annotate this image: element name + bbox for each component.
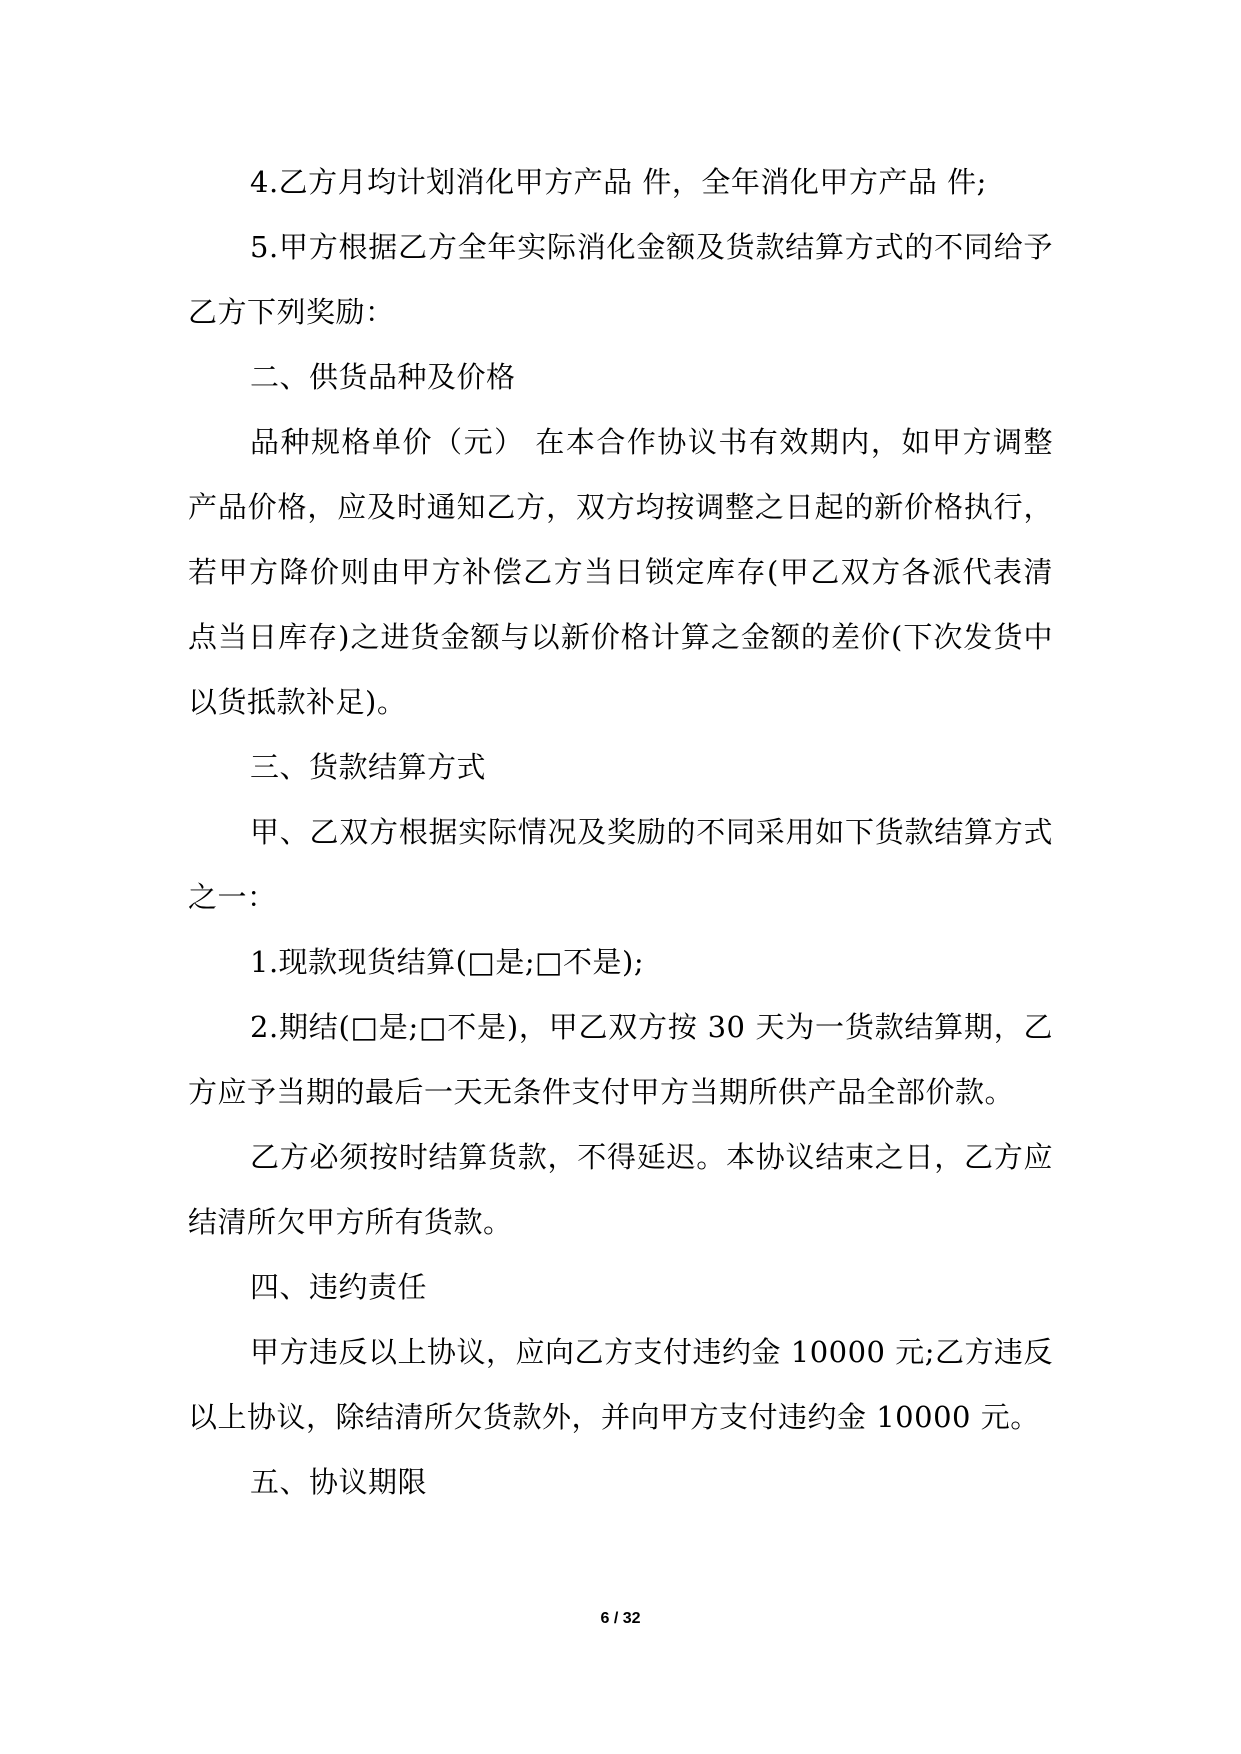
paragraph-price: 品种规格单价（元） 在本合作协议书有效期内，如甲方调整产品价格，应及时通知乙方，双方均按调整之日起的新价格执行，若甲方降价则由甲方补偿乙方当日锁定库存(甲乙双方各派代表清点当日库存)之进货金额与以新价格计算之金额的差价(下次发货中以货抵款补足)。 [188, 425, 1053, 719]
paragraph-item-4: 4.乙方月均计划消化甲方产品 件，全年消化甲方产品 件; [250, 165, 987, 199]
paragraph-payment-option-2: 2.期结(□是;□不是)，甲乙双方按 30 天为一货款结算期，乙方应予当期的最后一天无条件支付甲方当期所供产品全部价款。 [188, 1010, 1053, 1109]
paragraph-liability: 甲方违反以上协议，应向乙方支付违约金 10000 元;乙方违反以上协议，除结清所欠货款外，并向甲方支付违约金 10000 元。 [188, 1335, 1053, 1434]
page-number: 6 / 32 [600, 1610, 641, 1627]
paragraph-item-5: 5.甲方根据乙方全年实际消化金额及货款结算方式的不同给予乙方下列奖励： [188, 230, 1053, 329]
section-heading-payment: 三、货款结算方式 [250, 750, 487, 784]
paragraph-payment-option-1: 1.现款现货结算(□是;□不是); [250, 945, 645, 979]
paragraph-payment-deadline: 乙方必须按时结算货款，不得延迟。本协议结束之日，乙方应结清所欠甲方所有货款。 [188, 1140, 1053, 1239]
section-heading-supply: 二、供货品种及价格 [250, 360, 516, 394]
section-heading-liability: 四、违约责任 [250, 1270, 428, 1304]
document-body [188, 150, 1053, 1515]
section-heading-term: 五、协议期限 [250, 1465, 428, 1499]
paragraph-payment-intro: 甲、乙双方根据实际情况及奖励的不同采用如下货款结算方式之一： [188, 815, 1053, 914]
